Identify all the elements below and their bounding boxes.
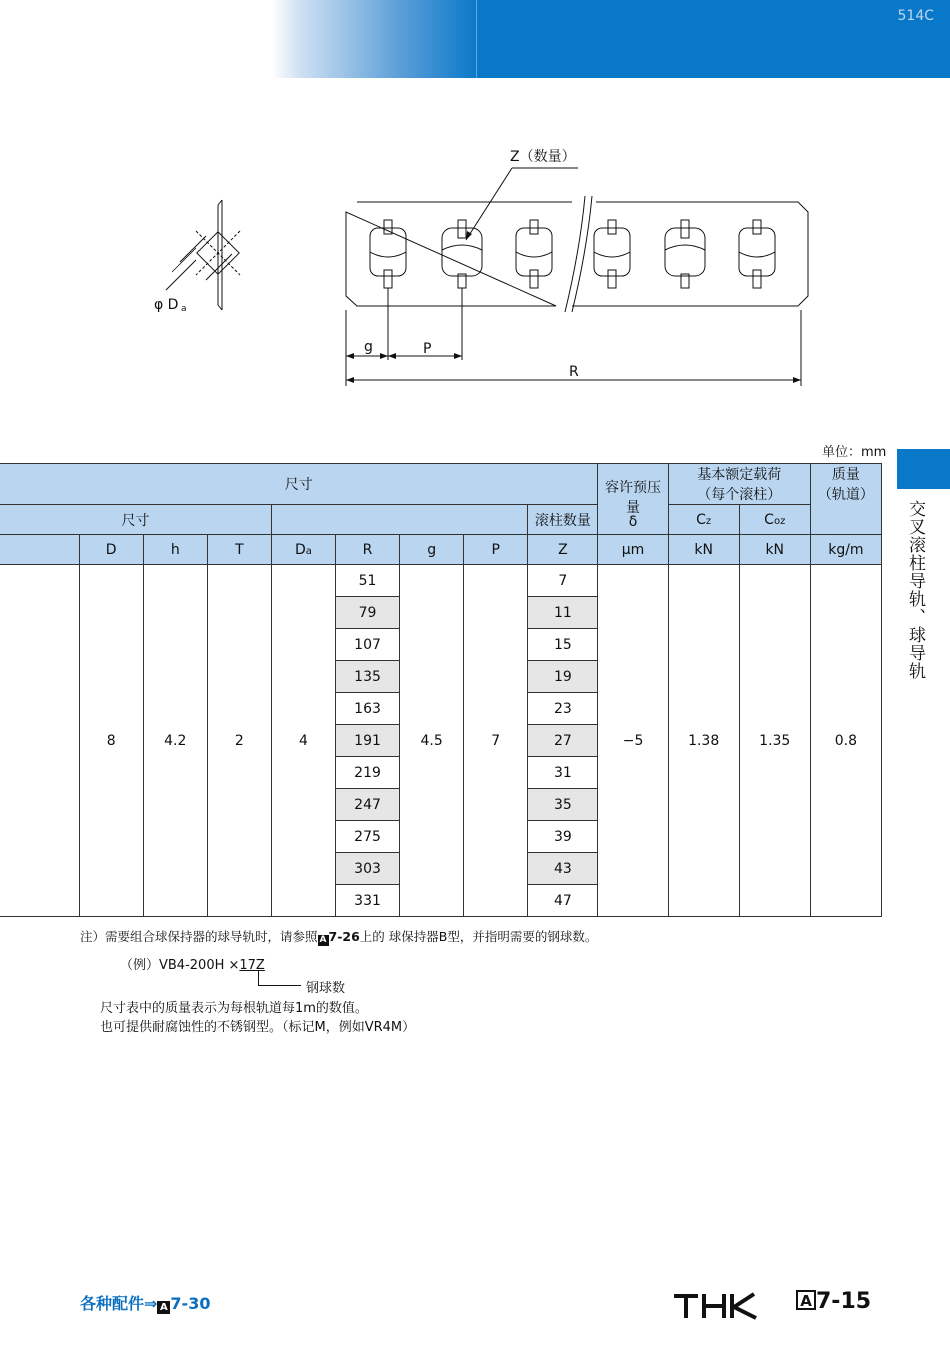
note-prefix: 注）需要组合球保持器的球导轨时，请参照 [80, 929, 318, 944]
value-Da: 4 [271, 565, 335, 917]
accessories-label: 各种配件⇒ [80, 1294, 158, 1313]
col-kN-2: kN [739, 535, 810, 565]
value-Z: 23 [528, 693, 598, 725]
header-sub-dimensions: 尺寸 [0, 505, 271, 535]
value-Z: 39 [528, 821, 598, 853]
da-label: φ D [154, 297, 179, 313]
value-cz: 1.38 [668, 565, 739, 917]
value-R: 51 [336, 565, 400, 597]
note-suffix: 上的 球保持器B型，并指明需要的钢球数。 [359, 929, 598, 944]
col-h: h [143, 535, 207, 565]
col-um: μm [598, 535, 668, 565]
r-dimension-label: R [569, 364, 579, 380]
page-number [796, 1289, 871, 1314]
col-P: P [464, 535, 528, 565]
value-R: 331 [336, 885, 400, 917]
unit-label: 单位：mm [822, 445, 887, 460]
header-load-rating [668, 464, 810, 505]
value-P: 7 [464, 565, 528, 917]
value-Z: 27 [528, 725, 598, 757]
header-mass [810, 464, 881, 535]
example-ball-count-label: 钢球数 [306, 981, 346, 996]
example-bracket [258, 971, 301, 986]
acc-a-box: A [157, 1301, 170, 1314]
value-R: 275 [336, 821, 400, 853]
header-load-rating-label: 基本额定载荷 [697, 467, 782, 483]
value-Z: 43 [528, 853, 598, 885]
col-g: g [400, 535, 464, 565]
value-delta: −5 [598, 565, 668, 917]
table-row [0, 565, 882, 597]
thk-logo [672, 1292, 758, 1320]
spec-table [0, 463, 882, 917]
value-D: 8 [79, 565, 143, 917]
col-R: R [336, 535, 400, 565]
header-delta: δ [628, 513, 638, 530]
value-R: 247 [336, 789, 400, 821]
value-h: 4.2 [143, 565, 207, 917]
header-cz: Cz [668, 505, 739, 535]
g-dimension-label: g [364, 339, 373, 355]
note-mass-line: 尺寸表中的质量表示为每根轨道每1m的数值。 [100, 1001, 368, 1016]
example-z: 17Z [239, 958, 265, 973]
value-R: 135 [336, 661, 400, 693]
value-Z: 7 [528, 565, 598, 597]
col-Da: Da [271, 535, 335, 565]
value-Z: 19 [528, 661, 598, 693]
col-kgm: kg/m [810, 535, 881, 565]
header-roller-count: 滚柱数量 [528, 505, 598, 535]
da-label-sub: a [181, 304, 187, 314]
header-band [0, 0, 950, 78]
header-dimensions: 尺寸 [0, 464, 598, 505]
value-R: 107 [336, 629, 400, 661]
note-ball-cage [80, 927, 597, 946]
header-coz: Coz [739, 505, 810, 535]
value-Z: 47 [528, 885, 598, 917]
ref-a-box: A [318, 935, 329, 946]
value-Z: 35 [528, 789, 598, 821]
accessories-link[interactable] [80, 1291, 210, 1314]
value-R: 163 [336, 693, 400, 725]
header-preload [598, 464, 668, 535]
accessories-page: 7-30 [170, 1294, 211, 1313]
value-T: 2 [207, 565, 271, 917]
value-Z: 31 [528, 757, 598, 789]
col-T: T [207, 535, 271, 565]
value-mass: 0.8 [810, 565, 881, 917]
value-R: 219 [336, 757, 400, 789]
col-kN-1: kN [668, 535, 739, 565]
header-preload-label: 容许预压量 [605, 479, 662, 516]
value-Z: 15 [528, 629, 598, 661]
header-blank [271, 505, 527, 535]
page-code: 514C [897, 8, 934, 24]
model-cell [0, 565, 79, 917]
header-per-roller: （每个滚柱） [697, 487, 782, 503]
header-divider [476, 0, 477, 78]
cross-section-drawing [166, 200, 240, 310]
section-side-label: 交叉滚柱导轨、球导轨 [905, 500, 925, 680]
value-g: 4.5 [400, 565, 464, 917]
z-count-label: Z（数量） [510, 149, 576, 165]
value-Z: 11 [528, 597, 598, 629]
value-R: 303 [336, 853, 400, 885]
example-prefix: （例）VB4-200H × [120, 958, 240, 973]
section-tab [897, 449, 950, 489]
p-dimension-label: P [423, 341, 432, 357]
example-line [120, 954, 265, 973]
col-blank [0, 535, 79, 565]
notes-extra [100, 999, 415, 1037]
header-mass-label: 质量 [831, 467, 860, 483]
header-mass-rail: （轨道） [817, 487, 874, 503]
page-a-box: A [796, 1290, 816, 1310]
value-coz: 1.35 [739, 565, 810, 917]
value-R: 191 [336, 725, 400, 757]
ref-page-link[interactable]: 7-26 [328, 929, 360, 944]
col-Z: Z [528, 535, 598, 565]
page-number-value: 7-15 [816, 1289, 872, 1314]
note-stainless-line: 也可提供耐腐蚀性的不锈钢型。（标记M，例如VR4M） [100, 1020, 416, 1035]
col-D: D [79, 535, 143, 565]
value-R: 79 [336, 597, 400, 629]
rail-diagram [0, 140, 820, 400]
